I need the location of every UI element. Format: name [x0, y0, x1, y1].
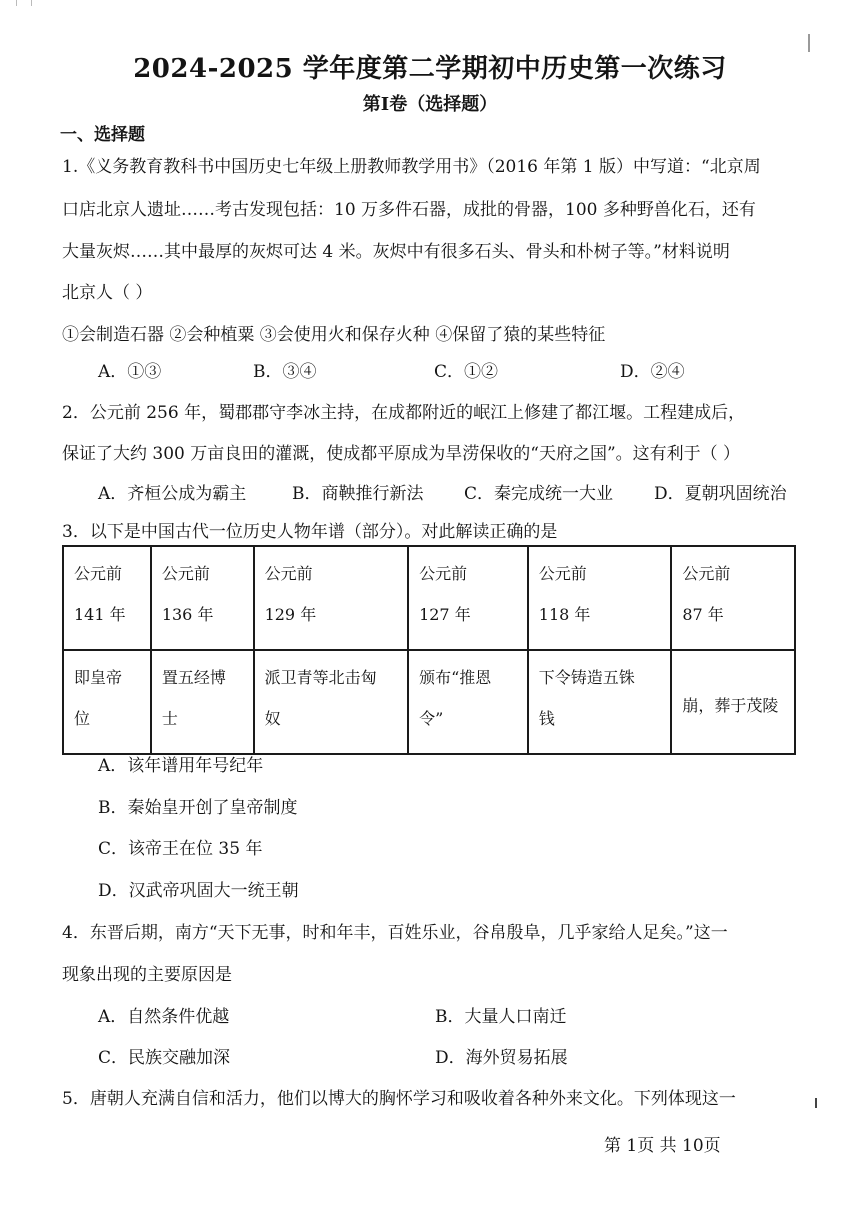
question-text-line: 大量灰烬……其中最厚的灰烬可达 4 米。灰烬中有很多石头、骨头和朴树子等。”材料说明 [62, 242, 730, 262]
answer-option: B．商鞅推行新法 [292, 484, 424, 504]
table-cell: 崩，葬于茂陵 [671, 650, 795, 754]
scan-mark [815, 1098, 817, 1108]
answer-option: C．民族交融加深 [98, 1048, 231, 1068]
question-text-line: 4．东晋后期，南方“天下无事，时和年丰，百姓乐业，谷帛殷阜，几乎家给人足矣。”这一 [62, 923, 728, 943]
table-cell: 公元前 141 年 [63, 546, 151, 650]
answer-option: A．齐桓公成为霸主 [98, 484, 247, 504]
answer-option: A．自然条件优越 [98, 1007, 230, 1027]
question-text-line: 口店北京人遗址……考古发现包括：10 万多件石器，成批的骨器，100 多种野兽化石，还有 [62, 200, 756, 220]
page-number: 第 1页 共 10页 [604, 1136, 721, 1156]
table-cell: 公元前 127 年 [408, 546, 528, 650]
table-cell: 派卫青等北击匈 奴 [254, 650, 409, 754]
page-title: 2024-2025 学年度第二学期初中历史第一次练习 [133, 54, 727, 84]
answer-option: C．①② [434, 362, 499, 382]
table-row [63, 546, 795, 650]
table-cell: 公元前 87 年 [671, 546, 795, 650]
answer-option: C．秦完成统一大业 [464, 484, 614, 504]
answer-option: D．汉武帝巩固大一统王朝 [98, 881, 299, 901]
scan-mark [16, 0, 32, 6]
answer-option: D．海外贸易拓展 [435, 1048, 568, 1068]
question-text-line: ①会制造石器 ②会种植粟 ③会使用火和保存火种 ④保留了猿的某些特征 [62, 325, 606, 345]
question-text-line: 2．公元前 256 年，蜀郡郡守李冰主持，在成都附近的岷江上修建了都江堰。工程建成后， [62, 403, 746, 423]
table-cell: 置五经博 士 [151, 650, 254, 754]
question-text-line: 北京人（ ） [62, 283, 153, 303]
answer-option: B．大量人口南迁 [435, 1007, 567, 1027]
answer-option: D．②④ [620, 362, 685, 382]
section-heading: 一、选择题 [60, 125, 145, 145]
table-cell: 公元前 129 年 [254, 546, 409, 650]
answer-option: A．该年谱用年号纪年 [98, 756, 264, 776]
table-row [63, 650, 795, 754]
table-cell: 公元前 136 年 [151, 546, 254, 650]
question-text-line: 1.《义务教育教科书中国历史七年级上册教师教学用书》（2016 年第 1 版）中写道：“北京周 [62, 157, 761, 177]
page-subtitle: 第Ⅰ卷（选择题） [362, 94, 498, 115]
question-text-line: 保证了大约 300 万亩良田的灌溉，使成都平原成为旱涝保收的“天府之国”。这有利于（ ） [62, 444, 741, 464]
question-text-line: 3．以下是中国古代一位历史人物年谱（部分）。对此解读正确的是 [62, 522, 558, 542]
chronology-table [62, 545, 796, 755]
answer-option: D．夏朝巩固统治 [654, 484, 787, 504]
table-cell: 颁布“推恩 令” [408, 650, 528, 754]
table-cell: 即皇帝 位 [63, 650, 151, 754]
answer-option: B．③④ [253, 362, 317, 382]
answer-option: A．①③ [98, 362, 162, 382]
table-cell: 公元前 118 年 [528, 546, 672, 650]
answer-option: C．该帝王在位 35 年 [98, 839, 263, 859]
question-text-line: 5．唐朝人充满自信和活力，他们以博大的胸怀学习和吸收着各种外来文化。下列体现这一 [62, 1089, 736, 1109]
question-text-line: 现象出现的主要原因是 [62, 965, 232, 985]
table-cell: 下令铸造五铢 钱 [528, 650, 672, 754]
answer-option: B．秦始皇开创了皇帝制度 [98, 798, 298, 818]
